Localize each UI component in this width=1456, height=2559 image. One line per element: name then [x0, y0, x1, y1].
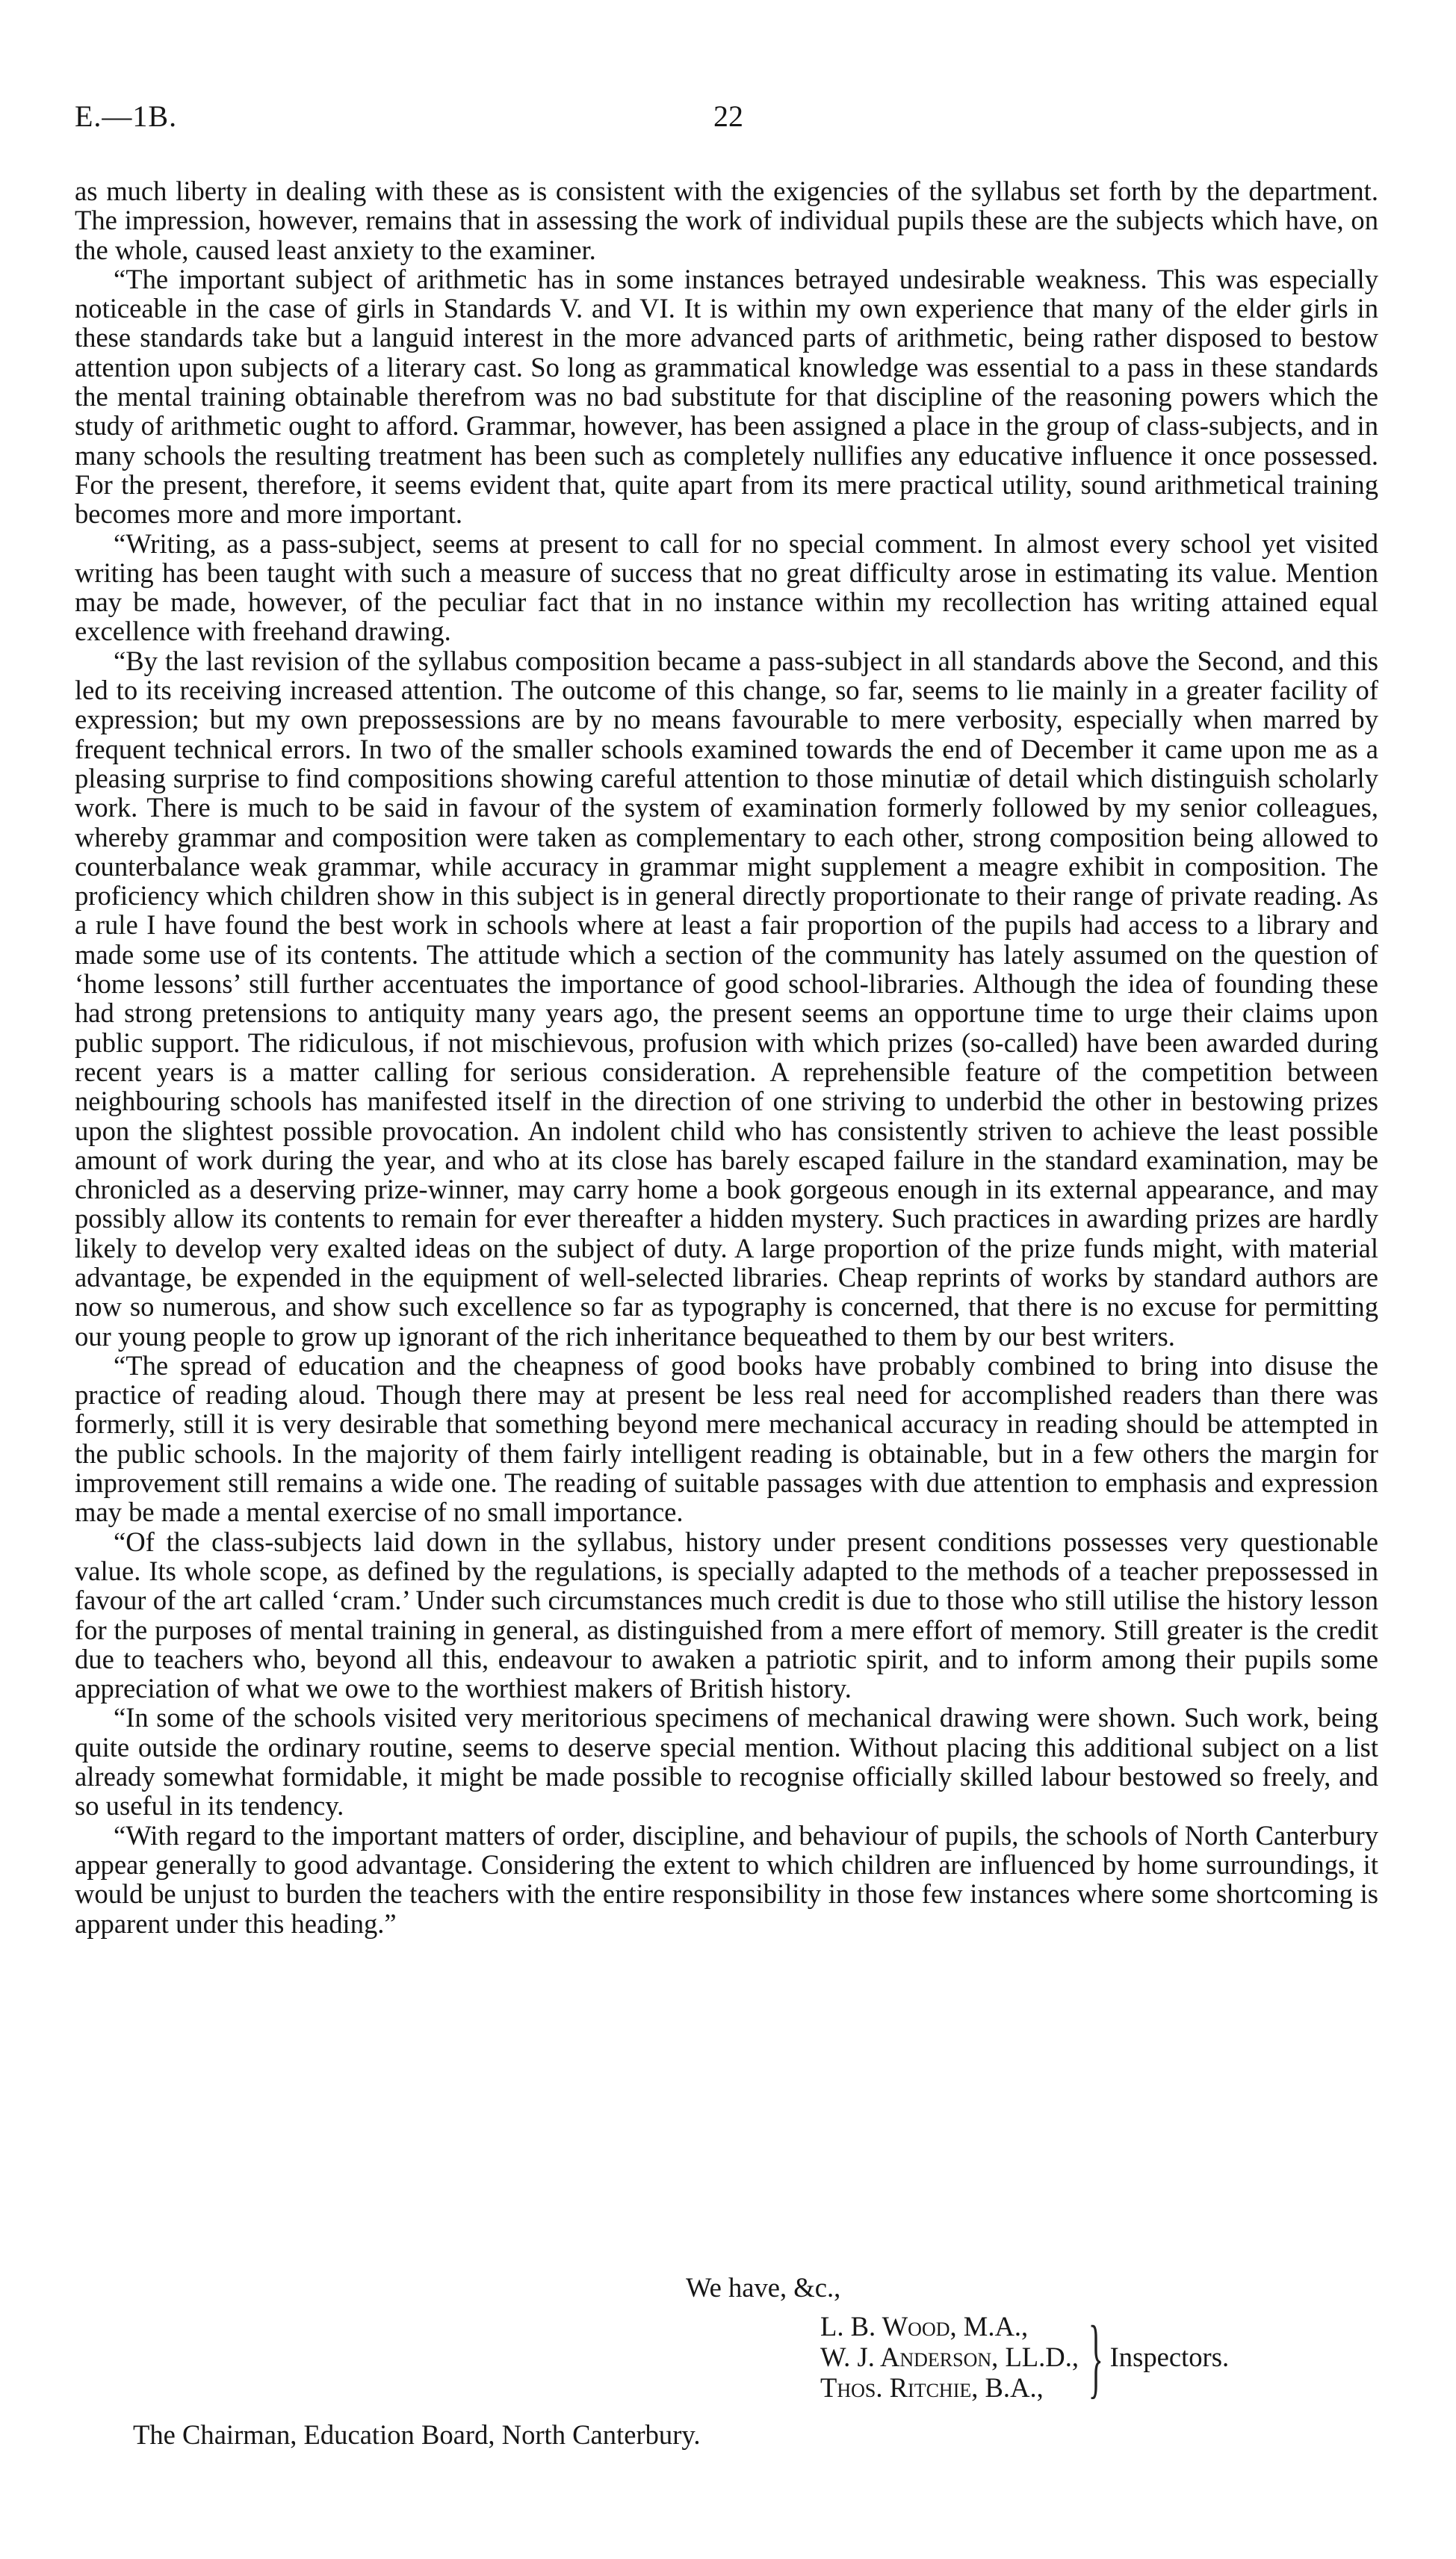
signatory: Thos. Ritchie, B.A., [820, 2372, 1044, 2403]
paragraph: “In some of the schools visited very meritorious specimens of mechanical drawing were shown. Such work, being quite outside the ordinary routine, seems to deserve special mention. Without placing this additional subject on a list already somewhat formidable, it might be made possible to recognise officially skilled labour bestowed so freely, and so useful in its tendency. [75, 1702, 1378, 1822]
report-body [75, 176, 1378, 1938]
signatories-role: Inspectors. [1109, 2342, 1230, 2372]
signatory-names [820, 2311, 1079, 2403]
paragraph: “The spread of education and the cheapness of good books have probably combined to bring into disuse the practice of reading aloud. Though there may at present be less real need for accomplished readers than there was formerly, still it is very desirable that something beyond mere mechanical accuracy in reading should be attempted in the public schools. In the majority of them fairly intelligent reading is obtainable, but in a few others the margin for improvement still remains a wide one. The reading of suitable passages with due attention to emphasis and expression may be made a mental exercise of no small importance. [75, 1349, 1378, 1528]
paragraph: “Writing, as a pass-subject, seems at present to call for no special comment. In almost every school yet visited writing has been taught with such a measure of success that no great difficulty arose in estimating its value. Mention may be made, however, of the peculiar fact that in no instance within my recollection has writing attained equal excellence with freehand drawing. [75, 527, 1378, 647]
paragraph: “Of the class-subjects laid down in the syllabus, history under present conditions possesses very questionable value. Its whole scope, as defined by the regulations, is specially adapted to the methods of a teacher prepossessed in favour of the art called ‘cram.’ Under such circumstances much credit is due to those who still utilise the history lesson for the purposes of mental training in general, as distinguished from a mere effort of memory. Still greater is the credit due to teachers who, beyond all this, endeavour to awaken a patriotic spirit, and to inform among their pupils some appreciation of what we owe to the worthiest makers of British history. [75, 1526, 1378, 1704]
page-number: 22 [713, 99, 743, 133]
paragraph: “With regard to the important matters of order, discipline, and behaviour of pupils, the schools of North Canterbury appear generally to good advantage. Considering the extent to which children are influenced by home surroundings, it would be unjust to burden the teachers with the entire responsibility in those few instances where some shortcoming is apparent under this heading.” [75, 1819, 1378, 1939]
signatory: W. J. Anderson, LL.D., [820, 2342, 1079, 2372]
closing-line: We have, &c., [686, 2272, 841, 2303]
document-reference: E.—1B. [75, 99, 178, 133]
page-header [75, 99, 1382, 143]
signature-block [820, 2306, 1230, 2407]
addressee-line: The Chairman, Education Board, North Canterbury. [133, 2419, 701, 2450]
paragraph: “By the last revision of the syllabus composition became a pass-subject in all standards above the Second, and this led to its receiving increased attention. The outcome of this change, so far, seems to lie mainly in a greater facility of expression; but my own prepossessions are by no means favourable to mere verbosity, especially when marred by frequent technical errors. In two of the smaller schools examined towards the end of December it came upon me as a pleasing surprise to find compositions showing careful attention to those minutiæ of detail which distinguish scholarly work. There is much to be said in favour of the system of examination formerly followed by my senior colleagues, whereby grammar and composition were taken as complementary to each other, strong composition being allowed to counterbalance weak grammar, while accuracy in grammar might supplement a meagre exhibit in composition. The proficiency which children show in this subject is in general directly proportionate to their range of private reading. As a rule I have found the best work in schools where at least a fair proportion of the pupils had access to a library and made some use of its contents. The attitude which a section of the community has lately assumed on the question of ‘home lessons’ still further accentuates the importance of good school-libraries. Although the idea of founding these had strong pretensions to antiquity many years ago, the present seems an opportune time to urge their claims upon public support. The ridiculous, if not mischievous, profusion with which prizes (so-called) have been awarded during recent years is a matter calling for serious consideration. A reprehensible feature of the competition between neighbouring schools has manifested itself in the direction of one striving to underbid the other in bestowing prizes upon the slightest possible provocation. An indolent child who has consistently striven to achieve the least possible amount of work during the year, and who at its close has barely escaped failure in the standard examination, may be chronicled as a deserving prize-winner, may carry home a book gorgeous enough in its external appearance, and may possibly allow its contents to remain for ever thereafter a hidden mystery. Such practices in awarding prizes are hardly likely to develop very exalted ideas on the subject of duty. A large proportion of the prize funds might, with material advantage, be expended in the equipment of well-selected libraries. Cheap reprints of works by standard authors are now so numerous, and show such excellence so far as typography is concerned, that there is no excuse for permitting our young people to grow up ignorant of the rich inheritance bequeathed to them by our best writers. [75, 645, 1378, 1352]
paragraph: as much liberty in dealing with these as is consistent with the exigencies of the syllabus set forth by the department. The impression, however, remains that in assessing the work of individual pupils these are the subjects which have, on the whole, caused least anxiety to the examiner. [75, 176, 1378, 265]
right-brace: } [1088, 2306, 1103, 2407]
paragraph: “The important subject of arithmetic has in some instances betrayed undesirable weakness. This was especially noticeable in the case of girls in Standards V. and VI. It is within my own experience that many of the elder girls in these standards take but a languid interest in the more advanced parts of arithmetic, being rather disposed to bestow attention upon subjects of a literary cast. So long as grammatical knowledge was essential to a pass in these standards the mental training obtainable therefrom was no bad substitute for that discipline of the reasoning powers which the study of arithmetic ought to afford. Grammar, however, has been assigned a place in the group of class-subjects, and in many schools the resulting treatment has been such as completely nullifies any educative influence it once possessed. For the present, therefore, it seems evident that, quite apart from its mere practical utility, sound arithmetical training becomes more and more important. [75, 263, 1378, 530]
signatory: L. B. Wood, M.A., [820, 2311, 1029, 2342]
